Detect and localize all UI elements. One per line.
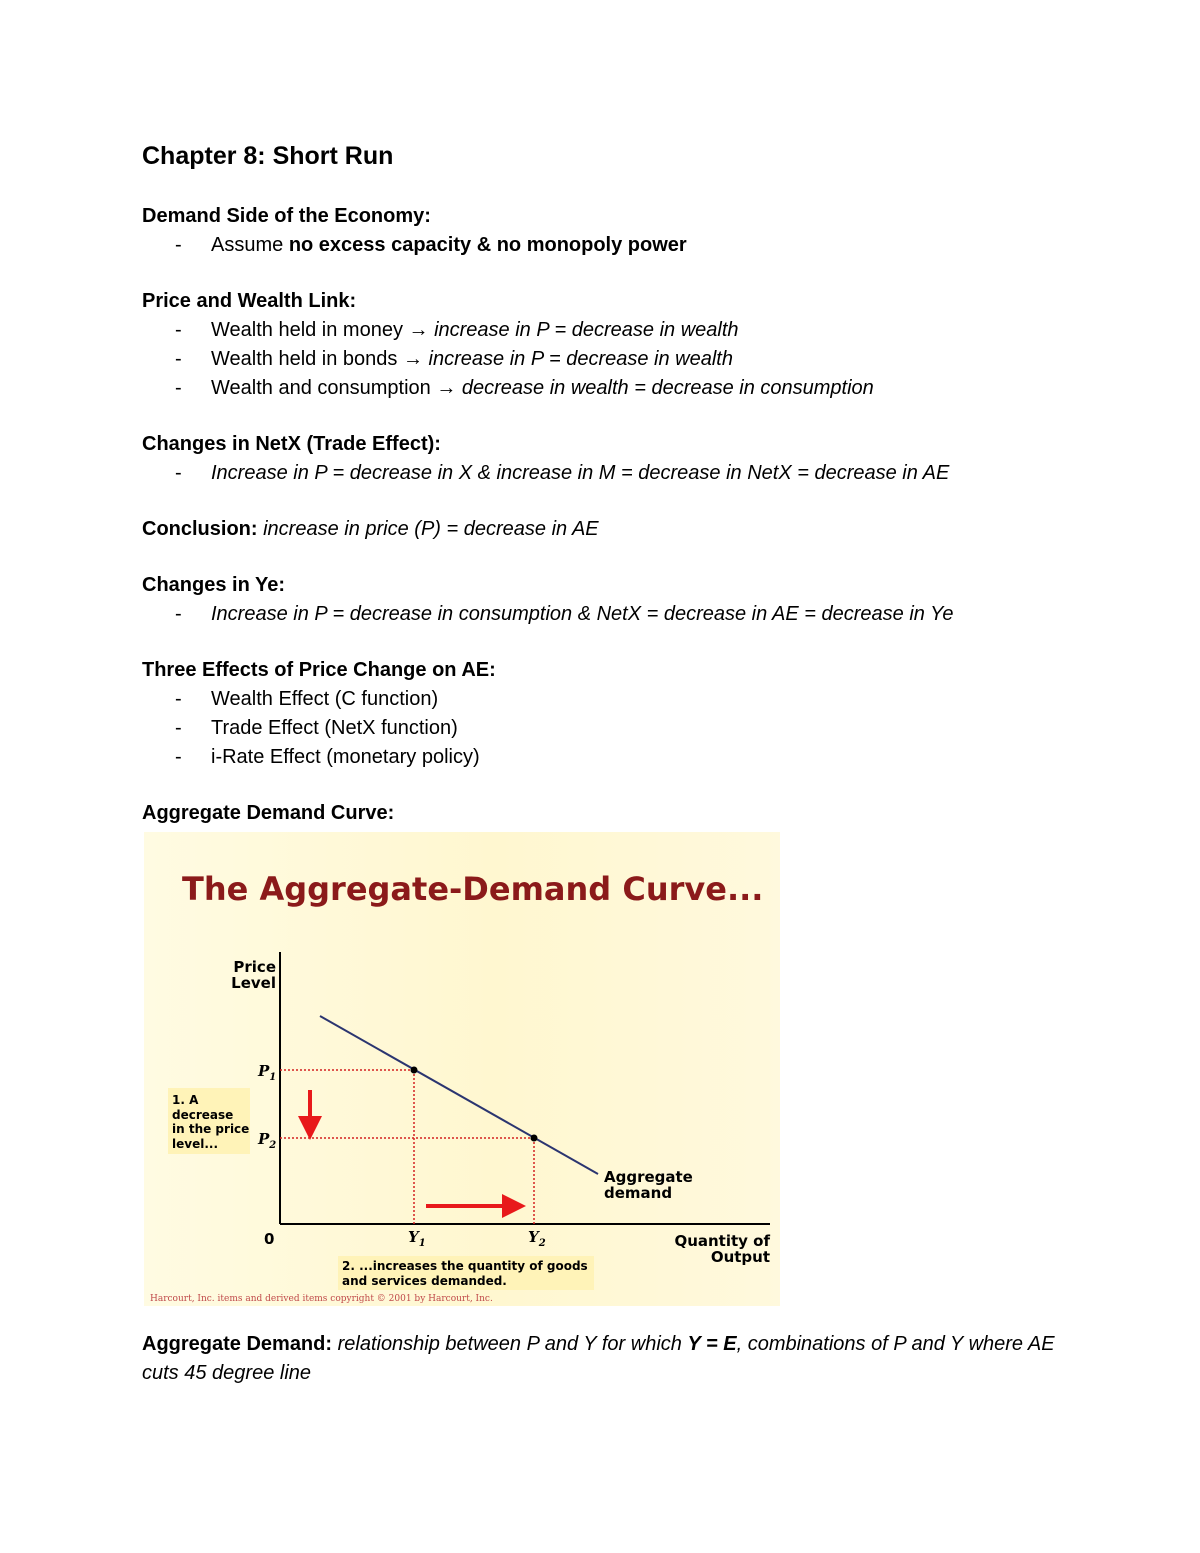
item-italic-text: increase in P = decrease in wealth [434,319,739,341]
section-netx [142,430,1062,488]
list-item [142,345,1062,374]
list-item [142,231,1062,260]
y-axis-label-line2: Level [231,974,276,992]
bullet-list [142,231,1062,260]
item-bold-text: no excess capacity & no monopoly power [288,234,687,256]
origin-label: 0 [264,1230,275,1248]
copyright-line: Harcourt, Inc. items and derived items copyright © 2001 by Harcourt, Inc. [150,1294,493,1304]
aggregate-demand-chart [144,832,780,1306]
curve-label-line2: demand [604,1184,673,1202]
y-axis-label-line1: Price [233,958,276,976]
bullet-list [142,685,1062,772]
section-heading: Changes in NetX (Trade Effect): [142,433,441,455]
list-item [142,374,1062,403]
dash-bullet: - [175,234,182,256]
list-item [142,459,1062,488]
list-item [142,600,1062,629]
conclusion-paragraph [142,515,1062,544]
item-italic-text: Increase in P = decrease in consumption & NetX = decrease in AE = decrease in Ye [211,603,954,625]
section-demand-side [142,202,1062,260]
item-italic-text: increase in P = decrease in wealth [428,348,733,370]
dash-bullet: - [175,717,182,739]
item-text: Assume [211,234,289,256]
section-heading: Aggregate Demand Curve: [142,802,395,824]
dash-bullet: - [175,348,182,370]
item-text: Wealth and consumption → [211,377,462,399]
dash-bullet: - [175,377,182,399]
tick-label-y2: $Y_2$ [528,1228,546,1249]
section-three-effects [142,656,1062,772]
conclusion-text: increase in price (P) = decrease in AE [257,518,599,540]
definition-label: Aggregate Demand: [142,1333,333,1355]
list-item [142,743,1062,772]
conclusion-label: Conclusion: [142,518,258,540]
item-text: Wealth held in bonds → [211,348,429,370]
figure-title: The Aggregate-Demand Curve... [182,870,764,908]
aggregate-demand-curve [320,1016,598,1174]
tick-label-p2: $P_2$ [258,1130,277,1151]
bullet-list [142,600,1062,629]
section-heading: Price and Wealth Link: [142,290,357,312]
section-price-wealth [142,287,1062,403]
item-italic-text: decrease in wealth = decrease in consumption [461,377,874,399]
bullet-list [142,459,1062,488]
item-text: Wealth Effect (C function) [211,688,439,710]
page-title: Chapter 8: Short Run [142,142,394,170]
list-item [142,714,1062,743]
section-heading: Demand Side of the Economy: [142,205,431,227]
definition-text: relationship between P and Y for which [332,1333,688,1355]
dash-bullet: - [175,746,182,768]
x-axis-label-line2: Output [710,1248,770,1266]
curve-label-line1: Aggregate [604,1168,693,1186]
tick-label-y1: $Y_1$ [408,1228,426,1249]
dash-bullet: - [175,603,182,625]
definition-bold: Y = E [687,1333,737,1355]
x-axis-label-line1: Quantity of [674,1232,770,1250]
item-italic-text: Increase in P = decrease in X & increase in M = decrease in NetX = decrease in AE [211,462,950,484]
document-content [142,138,1062,1388]
item-text: Wealth held in money → [211,319,435,341]
bullet-list [142,316,1062,403]
section-ye [142,571,1062,629]
item-text: Trade Effect (NetX function) [211,717,458,739]
aggregate-demand-definition [142,1330,1062,1388]
point-p2-y2 [531,1135,538,1142]
section-heading: Changes in Ye: [142,574,286,596]
dash-bullet: - [175,319,182,341]
tick-label-p1: $P_1$ [258,1062,277,1083]
definition-text-cont: , combinations of P and Y where AE cuts 45 degree line [142,1333,1055,1384]
aggregate-demand-figure [144,832,780,1306]
list-item [142,685,1062,714]
list-item [142,316,1062,345]
dash-bullet: - [175,688,182,710]
dash-bullet: - [175,462,182,484]
note1-text: 1. A decrease in the price level... [172,1093,250,1151]
section-heading: Three Effects of Price Change on AE: [142,659,496,681]
point-p1-y1 [411,1067,418,1074]
note2-text: 2. ...increases the quantity of goods and services demanded. [342,1259,588,1288]
item-text: i-Rate Effect (monetary policy) [211,746,480,768]
